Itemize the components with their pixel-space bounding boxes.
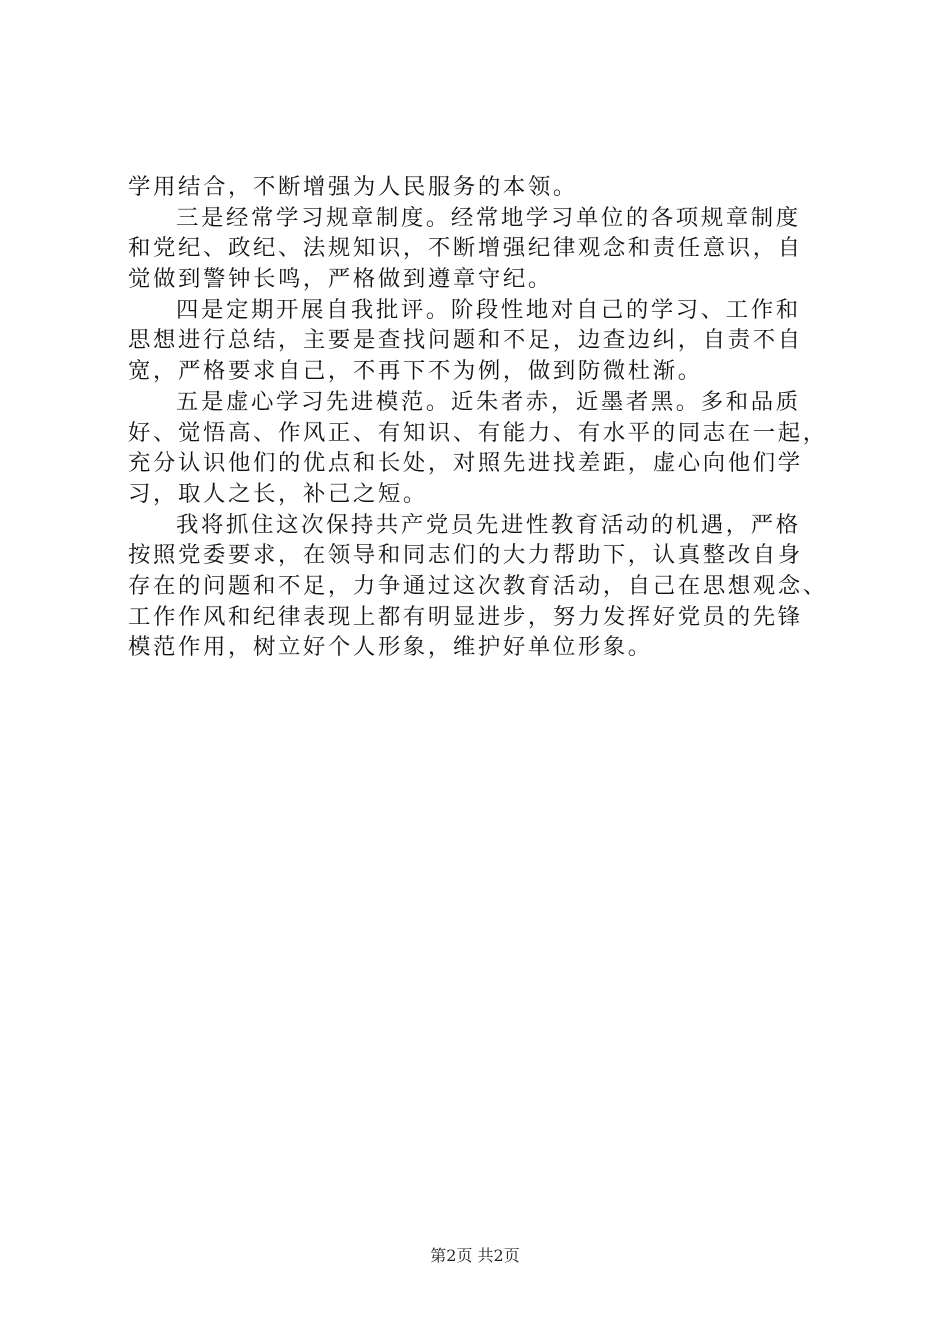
text-line: 五是虚心学习先进模范。近朱者赤，近墨者黑。多和品质 bbox=[176, 388, 801, 415]
text-line: 好、觉悟高、作风正、有知识、有能力、有水平的同志在一起， bbox=[128, 419, 828, 446]
text-line: 宽，严格要求自己，不再下不为例，做到防微杜渐。 bbox=[128, 358, 703, 385]
text-line: 思想进行总结，主要是查找问题和不足，边查边纠，自责不自 bbox=[128, 327, 803, 354]
text-line: 我将抓住这次保持共产党员先进性教育活动的机遇，严格 bbox=[176, 511, 801, 538]
text-line: 习，取人之长，补己之短。 bbox=[128, 480, 428, 507]
text-line: 四是定期开展自我批评。阶段性地对自己的学习、工作和 bbox=[176, 296, 801, 323]
text-line: 学用结合，不断增强为人民服务的本领。 bbox=[128, 174, 578, 200]
text-line: 充分认识他们的优点和长处，对照先进找差距，虚心向他们学 bbox=[128, 450, 803, 477]
text-line: 和党纪、政纪、法规知识，不断增强纪律观念和责任意识，自 bbox=[128, 235, 803, 262]
text-line: 按照党委要求，在领导和同志们的大力帮助下，认真整改自身 bbox=[128, 542, 803, 569]
page-number-footer: 第2页 共2页 bbox=[430, 1246, 520, 1265]
text-line: 模范作用，树立好个人形象，维护好单位形象。 bbox=[128, 634, 653, 661]
text-line: 觉做到警钟长鸣，严格做到遵章守纪。 bbox=[128, 266, 553, 293]
text-line: 存在的问题和不足，力争通过这次教育活动，自己在思想观念、 bbox=[128, 572, 828, 599]
text-line: 三是经常学习规章制度。经常地学习单位的各项规章制度 bbox=[176, 204, 801, 231]
document-body bbox=[128, 172, 832, 663]
text-line: 工作作风和纪律表现上都有明显进步，努力发挥好党员的先锋 bbox=[128, 603, 803, 630]
